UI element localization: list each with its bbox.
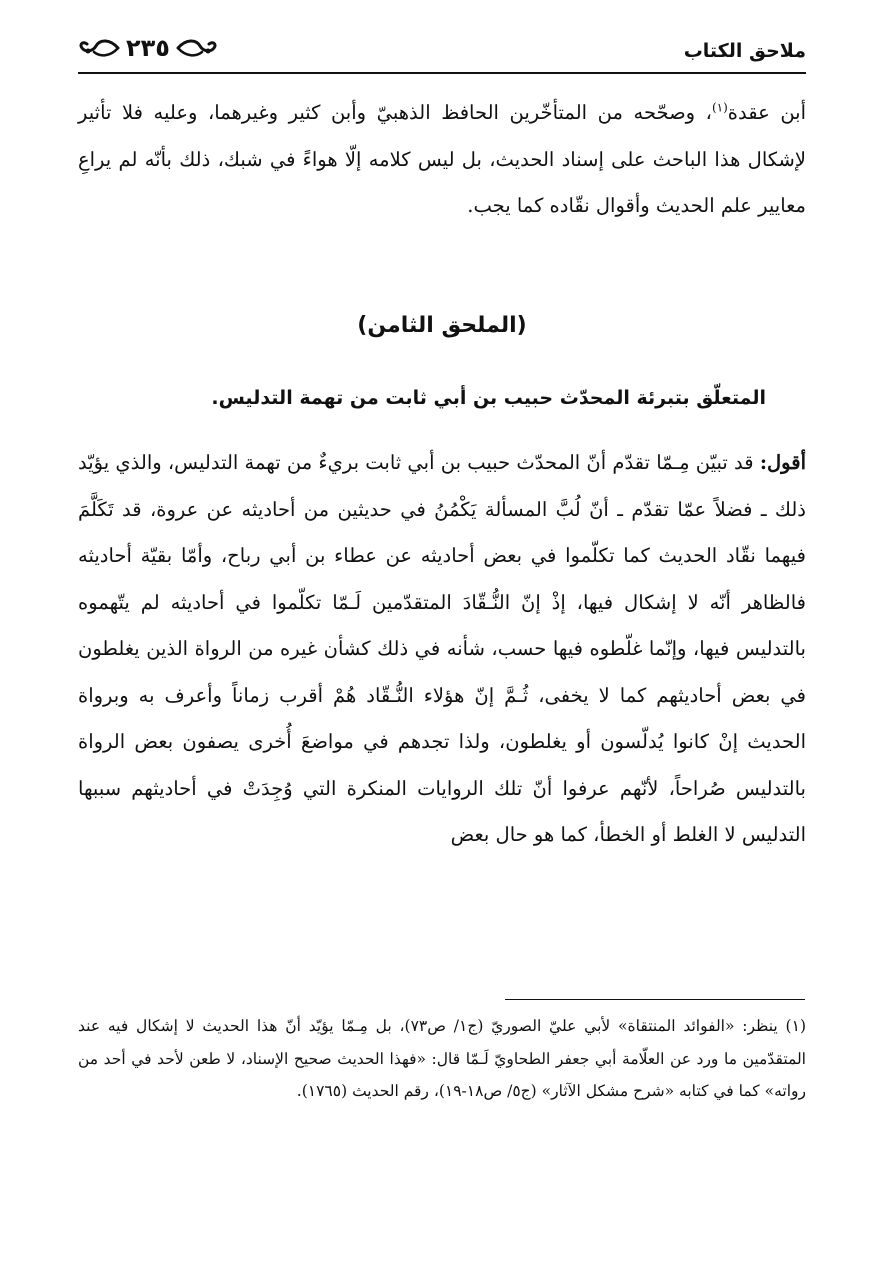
flourish-right-icon [176,37,218,59]
footnotes [78,1010,806,1108]
running-title: ملاحق الكتاب [683,40,806,62]
appendix-heading: (الملحق الثامن) [357,313,527,338]
main-paragraph-text [78,440,806,859]
header-rule [78,72,806,74]
footnote-reference[interactable]: (١) [711,100,728,115]
intro-text-before-ref: أبن عقدة [727,101,807,124]
page-number-ornament [78,34,218,62]
page-number: ٢٣٥ [126,34,170,62]
intro-text-after-ref: ، وصحّحه من المتأخّرين الحافظ الذهبيّ وأبن كثير وغيرهما، وعليه فلا تأثير لإشكال هذا الباحث على إسناد الحديث، بل ليس كلامه إلّا هواءً في شبك، ذلك بأنّه لم يراعِ معايير علم الحديث وأقوال نقّاده كما يجب. [78,101,806,217]
page-header [78,32,806,72]
appendix-subtitle: المتعلّق بتبرئة المحدّث حبيب بن أبي ثابت من تهمة التدليس. [211,387,766,409]
intro-paragraph [78,90,806,230]
flourish-left-icon [78,37,120,59]
main-paragraph [78,440,806,859]
main-body-text: قد تبيّن مِـمّا تقدّم أنّ المحدّث حبيب بن أبي ثابت بريءٌ من تهمة التدليس، والذي يؤيّد ذلك ـ فضلاً عمّا تقدّم ـ أنّ لُبَّ المسألة يَكْمُنُ في حديثين من أحاديثه عن عروة، قد تَكَلَّمَ فيهما نقّاد الحديث كما تكلّموا في بعض أحاديثه عن عطاء بن أبي رباح، وأمّا بقيّة أحاديثه فالظاهر أنّه لا إشكال فيها، إذْ إنّ النُّـقّادَ المتقدّمين لَـمّا تكلّموا في أحاديثه لم يتّهموه بالتدليس فيها، وإنّما غلّطوه فيها حسب، شأنه في ذلك كشأن غيره من الرواة الذين يغلطون في بعض أحاديثهم كما لا يخفى، ثُـمَّ إنّ هؤلاء النُّـقّاد هُمْ أقرب زماناً وأعرف به وبرواة الحديث إنْ كانوا يُدلّسون أو يغلطون، ولذا تجدهم في مواضعَ أُخرى يصفون بعض الرواة بالتدليس صُراحاً، لأنّهم عرفوا أنّ تلك الروايات المنكرة التي وُجِدَتْ في أحاديثهم سببها التدليس لا الغلط أو الخطأ، كما هو حال بعض [78,451,806,846]
footnote-separator [505,999,805,1000]
footnote-1: (١) ينظر: «الفوائد المنتقاة» لأبي عليّ الصوريّ (ج١/ ص٧٣)، بل مِـمّا يؤيّد أنّ هذا الحديث لا إشكال فيه عند المتقدّمين ما ورد عن العلّامة أبي جعفر الطحاويّ لَـمّا قال: «فهذا الحديث صحيح الإسناد، لا طعن لأحد في أحد من رواته» كما في كتابه «شرح مشكل الآثار» (ج٥/ ص١٨-١٩)، رقم الحديث (١٧٦٥). [78,1017,806,1100]
paragraph-lead-word: أقول: [759,451,806,474]
intro-paragraph-text [78,90,806,230]
